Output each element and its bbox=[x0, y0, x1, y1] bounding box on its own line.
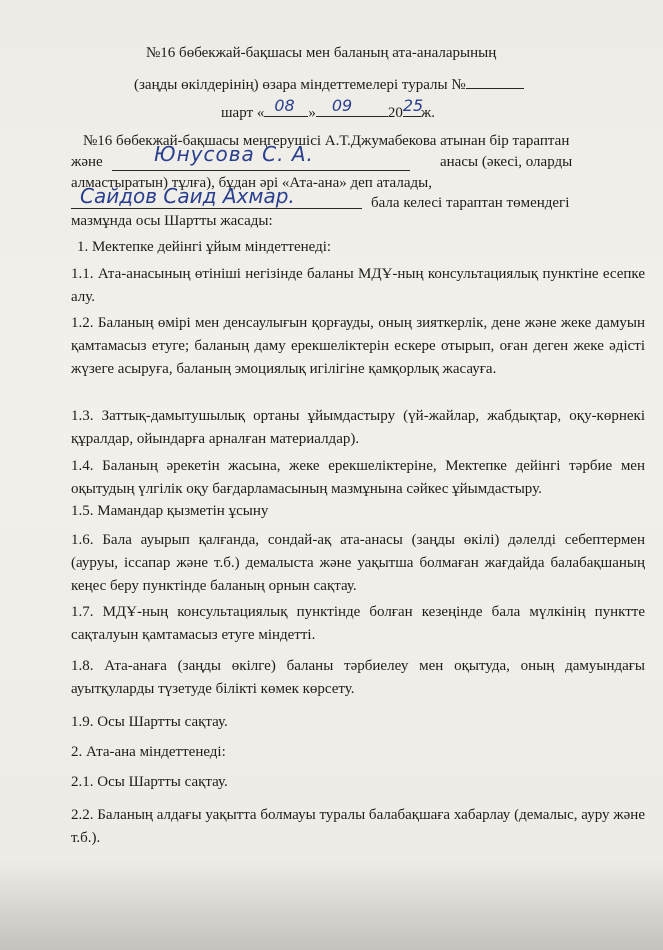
clause-1-3: 1.3. Заттық-дамытушылық ортаны ұйымдастыру (үй-жайлар, жабдықтар, оқу-көрнекі құралдар, ойындарға арналған материалдар). bbox=[71, 408, 645, 447]
contract-date-line bbox=[221, 96, 435, 122]
handwritten-year: 25 bbox=[402, 96, 424, 115]
intro-line4-right: бала келесі тараптан төмендегі bbox=[371, 195, 570, 211]
date-sep: » bbox=[308, 105, 316, 121]
child-name-blank bbox=[71, 208, 362, 209]
date-year-prefix: 20 bbox=[387, 105, 403, 121]
date-suffix: ж. bbox=[420, 105, 435, 121]
intro-line2-left: және bbox=[71, 154, 103, 170]
title-line2-text: (заңды өкілдерінің) өзара міндеттемелері туралы № bbox=[134, 77, 466, 93]
clause-1-5: 1.5. Мамандар қызметін ұсыну bbox=[71, 503, 269, 519]
date-month-blank bbox=[316, 96, 388, 117]
handwritten-month: 09 bbox=[331, 96, 353, 115]
clause-1-6: 1.6. Бала ауырып қалғанда, сондай-ақ ата-анасы (заңды өкілі) дәлелді себептермен (ауруы, іссапар және т.б.) демалыста және уақытша болмаған жағдайда балабақшаның кеңес беру пунктінде баланың орнын сақтау. bbox=[71, 532, 645, 594]
clause-2-2: 2.2. Баланың алдағы уақытта болмауы туралы балабақшаға хабарлау (демалыс, ауру және т.б.). bbox=[71, 807, 645, 846]
clause-2-1: 2.1. Осы Шартты сақтау. bbox=[71, 774, 228, 790]
intro-line1: №16 бөбекжай-бақшасы меңгерушісі А.Т.Джумабекова атынан бір тараптан bbox=[83, 133, 570, 149]
section-1-heading: 1. Мектепке дейінгі ұйым міндеттенеді: bbox=[77, 239, 332, 255]
handwritten-day: 08 bbox=[274, 96, 295, 115]
handwritten-parent-name: Юнусова С. А. bbox=[154, 142, 314, 166]
section-2-heading: 2. Ата-ана міндеттенеді: bbox=[71, 744, 226, 760]
document-title-line2 bbox=[134, 74, 524, 94]
clause-1-2: 1.2. Баланың өмірі мен денсаулығын қорғауды, оның зияткерлік, дене және жеке дамуын қамтамасыз етуге; баланың даму ерекшеліктерін ескере отырып, оған деген жеке әдісті жүзеге асыруға, баланың эмоциялық игілігіне қамқорлық жасауға. bbox=[71, 315, 645, 377]
clause-1-9: 1.9. Осы Шартты сақтау. bbox=[71, 714, 228, 730]
handwritten-child-name: Сайдов Саид Ахмар. bbox=[80, 184, 295, 208]
parent-name-blank bbox=[112, 170, 410, 171]
intro-line3: алмастыратын) тұлға), бұдан әрі «Ата-ана» деп аталады, bbox=[71, 175, 432, 191]
clause-1-1: 1.1. Ата-анасының өтініші негізінде баланы МДҰ-ның консультациялық пунктіне есепке алу. bbox=[71, 266, 645, 305]
clause-1-7: 1.7. МДҰ-ның консультациялық пунктінде болған кезеңінде бала мүлкінің пунктте сақталуын қамтамасыз етуге міндетті. bbox=[71, 604, 645, 643]
clause-1-8: 1.8. Ата-анаға (заңды өкілге) баланы тәрбиелеу мен оқытуда, оның дамуындағы ауытқуларды түзетуде білікті көмек көрсету. bbox=[71, 658, 645, 697]
intro-line5: мазмұнда осы Шартты жасады: bbox=[71, 213, 273, 229]
date-prefix: шарт « bbox=[221, 105, 265, 121]
clause-1-4: 1.4. Баланың әрекетін жасына, жеке ерекшеліктеріне, Мектепке дейінгі тәрбие мен оқытудың үлгілік оқу бағдарламасының мазмұнына сәйкес ұйымдастыру. bbox=[71, 458, 645, 497]
bottom-shadow bbox=[0, 860, 663, 950]
contract-number-blank bbox=[466, 74, 524, 89]
date-day-blank bbox=[264, 96, 308, 117]
date-year-blank bbox=[402, 96, 424, 117]
intro-line2-right: анасы (әкесі, оларды bbox=[440, 154, 573, 170]
document-title-line1: №16 бөбекжай-бақшасы мен баланың ата-аналарының bbox=[146, 45, 497, 61]
